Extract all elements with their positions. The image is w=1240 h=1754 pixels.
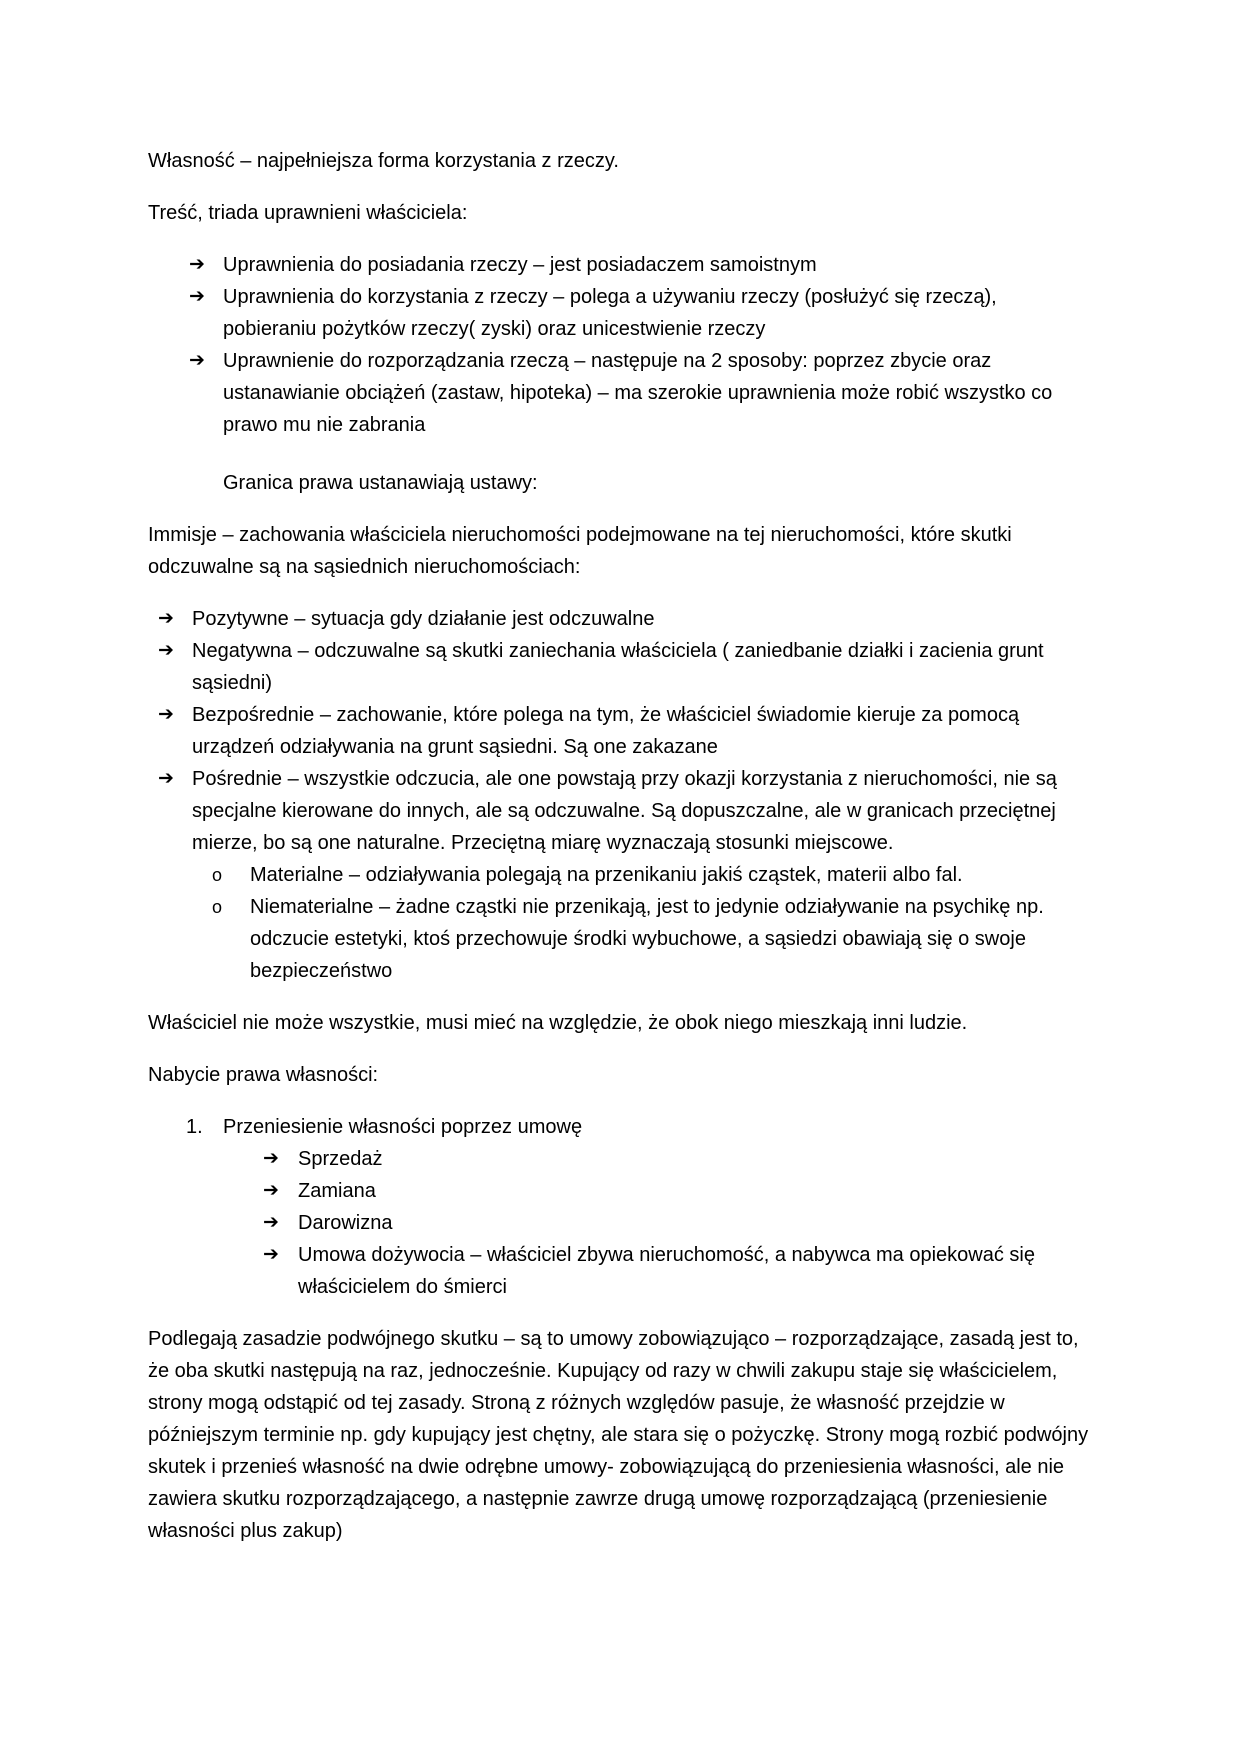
list-item	[148, 1175, 1093, 1207]
list-item	[148, 345, 1093, 441]
paragraph-nabycie: Nabycie prawa własności:	[148, 1064, 379, 1086]
arrow-bullet-icon: ➔	[263, 1212, 279, 1233]
list-item-text: Pozytywne – sytuacja gdy działanie jest odczuwalne	[192, 608, 655, 630]
list-uprawnienia	[148, 249, 1093, 441]
list-item	[148, 763, 1093, 859]
numbered-item	[148, 1111, 1093, 1143]
numbered-marker: 1.	[186, 1116, 203, 1138]
list-item-text: Bezpośrednie – zachowanie, które polega na tym, że właściciel świadomie kieruje za pomocą urządzeń odziaływania na grunt sąsiedni. Są one zakazane	[192, 704, 1020, 758]
list-item-text: Umowa dożywocia – właściciel zbywa nieruchomość, a nabywca ma opiekować się właścicielem do śmierci	[298, 1244, 1035, 1298]
list-item-text: Uprawnienia do korzystania z rzeczy – polega a używaniu rzeczy (posłużyć się rzeczą), pobieraniu pożytków rzeczy( zyski) oraz unicestwienie rzeczy	[223, 286, 997, 340]
document-body	[148, 145, 1093, 1547]
circle-bullet-icon: o	[212, 865, 223, 885]
list-item-text: Uprawnienie do rozporządzania rzeczą – następuje na 2 sposoby: poprzez zbycie oraz ustanawianie obciążeń (zastaw, hipoteka) – ma szerokie uprawnienia może robić wszystko co prawo mu nie zabrania	[223, 350, 1053, 436]
paragraph-granica: Granica prawa ustanawiają ustawy:	[223, 472, 538, 494]
list-item	[148, 281, 1093, 345]
sublist-item-text: Materialne – odziaływania polegają na przenikaniu jakiś cząstek, materii albo fal.	[250, 864, 963, 886]
list-item-text: Sprzedaż	[298, 1148, 383, 1170]
arrow-bullet-icon: ➔	[158, 768, 174, 789]
list-item	[148, 1207, 1093, 1239]
paragraph-triada: Treść, triada uprawnieni właściciela:	[148, 202, 468, 224]
list-immisje	[148, 603, 1093, 859]
arrow-bullet-icon: ➔	[263, 1180, 279, 1201]
arrow-bullet-icon: ➔	[158, 608, 174, 629]
arrow-bullet-icon: ➔	[158, 704, 174, 725]
sublist-item	[148, 859, 1093, 891]
list-item	[148, 699, 1093, 763]
arrow-bullet-icon: ➔	[158, 640, 174, 661]
list-item-text: Uprawnienia do posiadania rzeczy – jest posiadaczem samoistnym	[223, 254, 817, 276]
paragraph-wlasciciel: Właściciel nie może wszystkie, musi mieć na względzie, że obok niego mieszkają inni ludzie.	[148, 1012, 968, 1034]
list-item	[148, 603, 1093, 635]
sublist-immisje	[148, 859, 1093, 987]
arrow-bullet-icon: ➔	[263, 1148, 279, 1169]
sublist-item	[148, 891, 1093, 987]
arrow-bullet-icon: ➔	[189, 286, 205, 307]
paragraph-podwojny-skutek: Podlegają zasadzie podwójnego skutku – są to umowy zobowiązująco – rozporządzające, zasadą jest to, że oba skutki następują na raz, jednocześnie. Kupujący od razy w chwili zakupu staje się właścicielem, strony mogą odstąpić od tej zasady. Stroną z różnych względów pasuje, że własność przejdzie w późniejszym terminie np. gdy kupujący jest chętny, ale stara się o pożyczkę. Strony mogą rozbić podwójny skutek i przenieś własność na dwie odrębne umowy- zobowiązującą do przeniesienia własności, ale nie zawiera skutku rozporządzającego, a następnie zawrze drugą umowę rozporządzającą (przeniesienie własności plus zakup)	[148, 1328, 1089, 1542]
list-item	[148, 1239, 1093, 1303]
list-item	[148, 249, 1093, 281]
numbered-list	[148, 1111, 1093, 1143]
list-umowy	[148, 1143, 1093, 1303]
numbered-item-text: Przeniesienie własności poprzez umowę	[223, 1116, 583, 1138]
list-item-text: Pośrednie – wszystkie odczucia, ale one powstają przy okazji korzystania z nieruchomości, nie są specjalne kierowane do innych, ale są odczuwalne. Są dopuszczalne, ale w granicach przeciętnej mierze, bo są one naturalne. Przeciętną miarę wyznaczają stosunki miejscowe.	[192, 768, 1057, 854]
list-item	[148, 1143, 1093, 1175]
sublist-item-text: Niematerialne – żadne cząstki nie przenikają, jest to jedynie odziaływanie na psychikę np. odczucie estetyki, ktoś przechowuje środki wybuchowe, a sąsiedzi obawiają się o swoje bezpieczeństwo	[250, 896, 1044, 982]
arrow-bullet-icon: ➔	[189, 350, 205, 371]
arrow-bullet-icon: ➔	[189, 254, 205, 275]
paragraph-immisje: Immisje – zachowania właściciela nieruchomości podejmowane na tej nieruchomości, które skutki odczuwalne są na sąsiednich nieruchomościach:	[148, 524, 1012, 578]
list-item-text: Negatywna – odczuwalne są skutki zaniechania właściciela ( zaniedbanie działki i zacienia grunt sąsiedni)	[192, 640, 1044, 694]
list-item-text: Zamiana	[298, 1180, 376, 1202]
list-item-text: Darowizna	[298, 1212, 393, 1234]
circle-bullet-icon: o	[212, 897, 223, 917]
arrow-bullet-icon: ➔	[263, 1244, 279, 1265]
list-item	[148, 635, 1093, 699]
paragraph-definition: Własność – najpełniejsza forma korzystania z rzeczy.	[148, 150, 619, 172]
